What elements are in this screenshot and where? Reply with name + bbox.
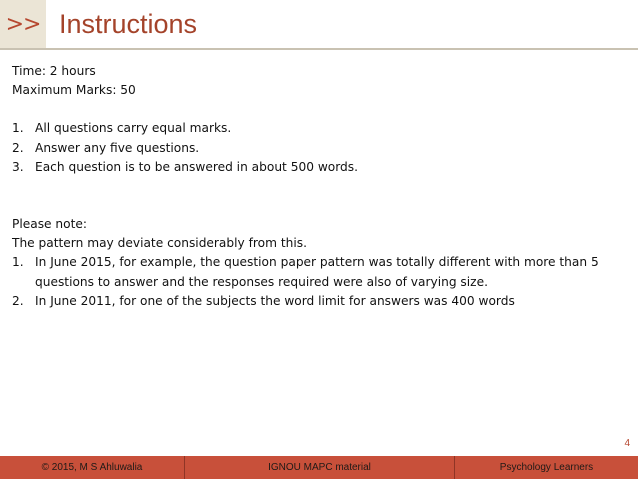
footer-copyright: © 2015, M S Ahluwalia [0,456,185,479]
list-item: 3. Each question is to be answered in about 500 words. [12,159,359,174]
footer-material: IGNOU MAPC material [185,456,455,479]
page-number: 4 [624,438,630,449]
list-item: 1. All questions carry equal marks. [12,121,232,136]
header-divider [0,48,638,50]
page-title: Instructions [59,9,198,39]
slide-content [12,62,626,311]
list-item: 1. In June 2015, for example, the question paper pattern was totally different with more than 5 questions to answer and the responses required were also of varying size. [12,255,599,289]
chevron-icon: >> [0,0,46,48]
list-item: 2. In June 2011, for one of the subjects the word limit for answers was 400 words [12,293,515,308]
footer-brand: Psychology Learners [499,462,594,473]
note-list [12,253,626,311]
note-subheading: The pattern may deviate considerably from this. [12,236,307,251]
rules-list [12,119,626,177]
slide-header [0,0,638,48]
slide-footer [0,456,638,479]
note-heading: Please note: [12,217,87,232]
list-item: 2. Answer any five questions. [12,140,200,155]
marks-text: Maximum Marks: 50 [12,83,136,98]
time-text: Time: 2 hours [12,64,96,78]
